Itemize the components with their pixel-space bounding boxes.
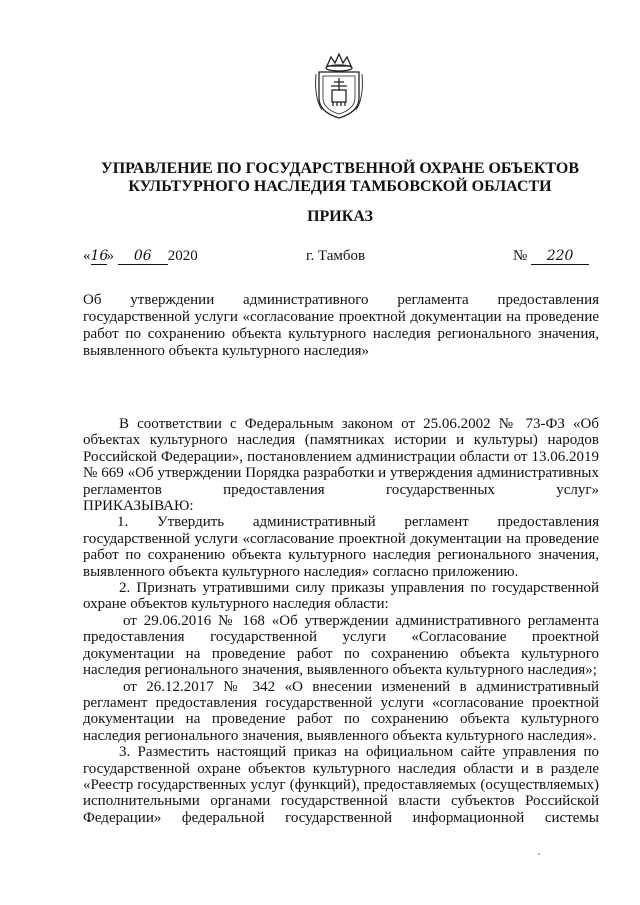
- order-number: [513, 248, 589, 265]
- date-quote-open: «: [83, 248, 91, 264]
- organization-name-line-2: КУЛЬТУРНОГО НАСЛЕДИЯ ТАМБОВСКОЙ ОБЛАСТИ: [128, 178, 552, 195]
- scan-artifact: [538, 853, 540, 855]
- paragraph-1-first-line: 1. Утвердить административный регламент предоставления: [117, 514, 599, 531]
- organization-name-line-1: УПРАВЛЕНИЕ ПО ГОСУДАРСТВЕННОЙ ОХРАНЕ ОБЪЕКТОВ: [100, 160, 579, 177]
- date-month: 06: [118, 248, 168, 265]
- order-date: [83, 248, 198, 265]
- preamble: В соответствии с Федеральным законом от 25.06.2002 № 73-ФЗ «Об объектах культурного наследия (памятниках истории и культуры) народов Российской Федерации», постановлением администрации области от 13.06.2019 № 669 «Об утверждении Порядка разработки и утверждения административных регламентов предоставления государственных услуг»: [83, 416, 599, 498]
- paragraph-1-rest: государственной услуги «согласование проектной документации на проведение работ по сохранению объекта культурного наследия регионального значения, выявленного объекта культурного наследия» согласно приложению.: [83, 530, 599, 580]
- orders-keyword: ПРИКАЗЫВАЮ:: [83, 498, 194, 515]
- number-label: №: [513, 248, 528, 264]
- number-value: 220: [531, 248, 589, 265]
- date-day: 16: [90, 248, 109, 264]
- subject-rest: государственной услуги «согласование проектной документации на проведение работ по сохранению объекта культурного наследия регионального значения, выявленного объекта культурного наследия»: [83, 309, 599, 359]
- tambov-coat-of-arms-icon: [313, 50, 365, 122]
- subject-line-1: Об утверждении административного регламента предоставления: [83, 292, 599, 308]
- paragraph-2-item-a: от 29.06.2016 № 168 «Об утверждении административного регламента предоставления государственной услуги «Согласование проектной документации на проведение работ по сохранению объекта культурного наследия регионального значения, выявленного объекта культурного наследия»;: [83, 612, 599, 679]
- date-year: 2020: [167, 248, 198, 264]
- order-city: г. Тамбов: [306, 248, 366, 264]
- order-body: [83, 416, 599, 826]
- document-title: ПРИКАЗ: [307, 208, 373, 225]
- paragraph-2: 2. Признать утратившими силу приказы управления по государственной охране объектов культурного наследия области:: [83, 580, 599, 613]
- paragraph-2-item-b: от 26.12.2017 № 342 «О внесении изменений в административный регламент предоставления государственной услуги «согласование проектной документации на проведение работ по сохранению объекта культурного наследия регионального значения, выявленного объекта культурного наследия».: [83, 678, 599, 744]
- date-quote-close: »: [106, 248, 114, 264]
- paragraph-3: 3. Разместить настоящий приказ на официальном сайте управления по государственной охране объектов культурного наследия области и в разделе «Реестр государственных услуг (функций), предоставляемых (осуществляемых) исполнительными органами государственной власти субъектов Российской Федерации» федеральной государственной информационной системы: [83, 744, 599, 826]
- order-subject: [83, 292, 599, 360]
